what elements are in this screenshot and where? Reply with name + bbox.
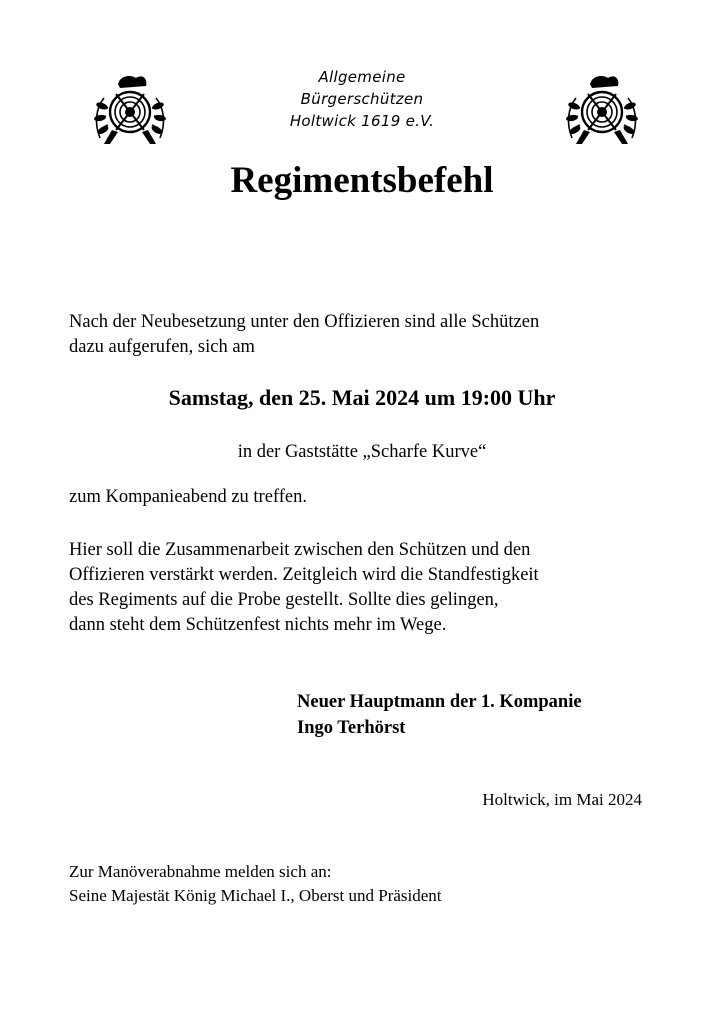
body-paragraph	[69, 538, 669, 638]
signature-block	[297, 689, 582, 741]
club-name-line: Holtwick 1619 e.V.	[289, 112, 435, 130]
club-name	[250, 66, 474, 132]
purpose-line: zum Kompanieabend zu treffen.	[69, 487, 308, 507]
purpose-paragraph	[69, 485, 669, 510]
body-line: dann steht dem Schützenfest nichts mehr im Wege.	[69, 615, 447, 635]
intro-line: dazu aufgerufen, sich am	[69, 337, 255, 357]
footer-line: Seine Majestät König Michael I., Oberst und Präsident	[69, 886, 442, 905]
shooting-club-emblem-icon	[90, 68, 170, 148]
place-date: Holtwick, im Mai 2024	[482, 790, 642, 809]
footer-note	[69, 860, 442, 908]
intro-paragraph	[69, 310, 669, 360]
signature-role: Neuer Hauptmann der 1. Kompanie	[297, 692, 582, 712]
shooting-club-emblem-icon	[562, 68, 642, 148]
club-name-line: Bürgerschützen	[300, 90, 424, 108]
body-line: Offizieren verstärkt werden. Zeitgleich wird die Standfestigkeit	[69, 565, 539, 585]
body-line: Hier soll die Zusammenarbeit zwischen den Schützen und den	[69, 540, 531, 560]
footer-line: Zur Manöverabnahme melden sich an:	[69, 862, 332, 881]
signature-name: Ingo Terhörst	[297, 718, 406, 738]
club-name-line: Allgemeine	[318, 68, 406, 86]
document-title: Regimentsbefehl	[230, 160, 494, 201]
body-line: des Regiments auf die Probe gestellt. Sollte dies gelingen,	[69, 590, 499, 610]
intro-line: Nach der Neubesetzung unter den Offizieren sind alle Schützen	[69, 312, 540, 332]
event-date-time: Samstag, den 25. Mai 2024 um 19:00 Uhr	[168, 385, 556, 410]
event-venue: in der Gaststätte „Scharfe Kurve“	[237, 442, 487, 462]
